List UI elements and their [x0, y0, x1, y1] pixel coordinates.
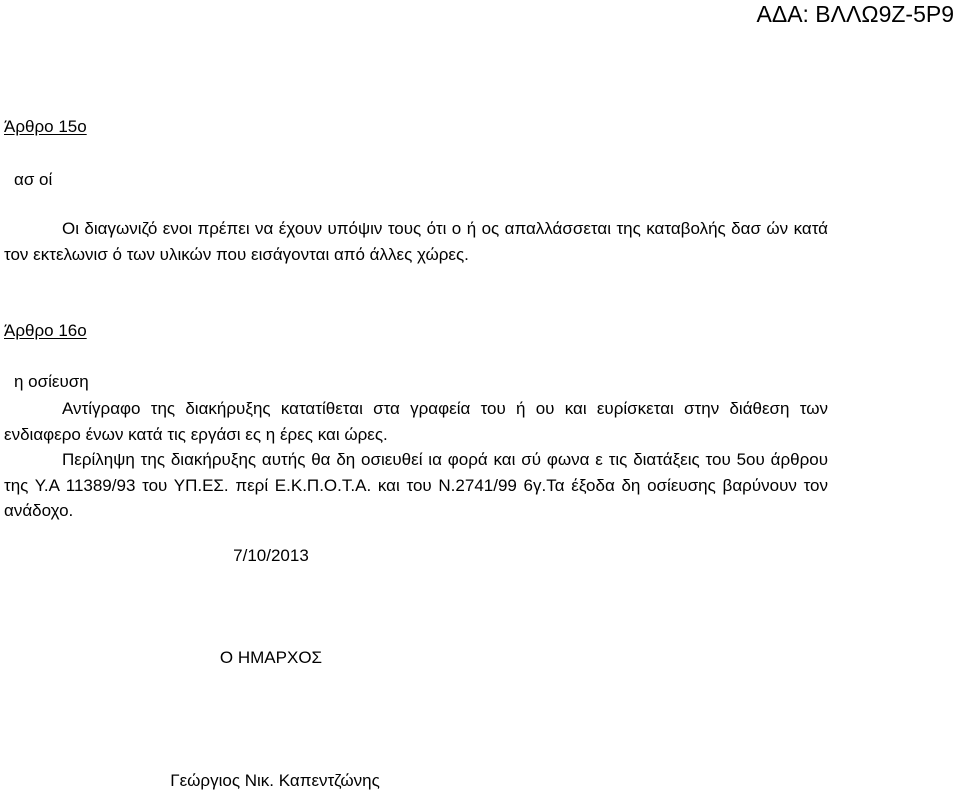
article-16-paragraph-2: Περίληψη της διακήρυξης αυτής θα δη οσιευθεί ια φορά και σύ φωνα ε τις διατάξεις του 5ου άρθρου της Υ.Α 11389/93 του ΥΠ.ΕΣ. περί Ε.Κ.Π.Ο.Τ.Α. και του Ν.2741/99 6γ.Τα έξοδα δη οσίευσης βαρύνουν τον ανάδοχο.	[4, 450, 828, 520]
article-15-title: Άρθρο 15ο	[4, 117, 87, 136]
signatory-name: Γεώργιος Νικ. Καπεντζώνης	[170, 771, 380, 790]
article-16-title: Άρθρο 16ο	[4, 321, 87, 340]
article-16-subtitle: η οσίευση	[14, 372, 89, 391]
article-15-paragraph: Οι διαγωνιζό ενοι πρέπει να έχουν υπόψιν τους ότι ο ή ος απαλλάσσεται της καταβολής δασ ών κατά τον εκτελωνισ ό των υλικών που εισάγονται από άλλες χώρες.	[4, 219, 828, 264]
signatory-role: Ο ΗΜΑΡΧΟΣ	[219, 648, 323, 667]
document-date: 7/10/2013	[233, 546, 309, 565]
article-15-subtitle: ασ οί	[14, 170, 53, 189]
article-16-paragraph-1: Αντίγραφο της διακήρυξης κατατίθεται στα γραφεία του ή ου και ευρίσκεται στην διάθεση των ενδιαφερο ένων κατά τις εργάσι ες η έρες και ώρες.	[4, 399, 828, 444]
ada-document-id: ΑΔΑ: ΒΛΛΩ9Ζ-5Ρ9	[756, 1, 954, 27]
